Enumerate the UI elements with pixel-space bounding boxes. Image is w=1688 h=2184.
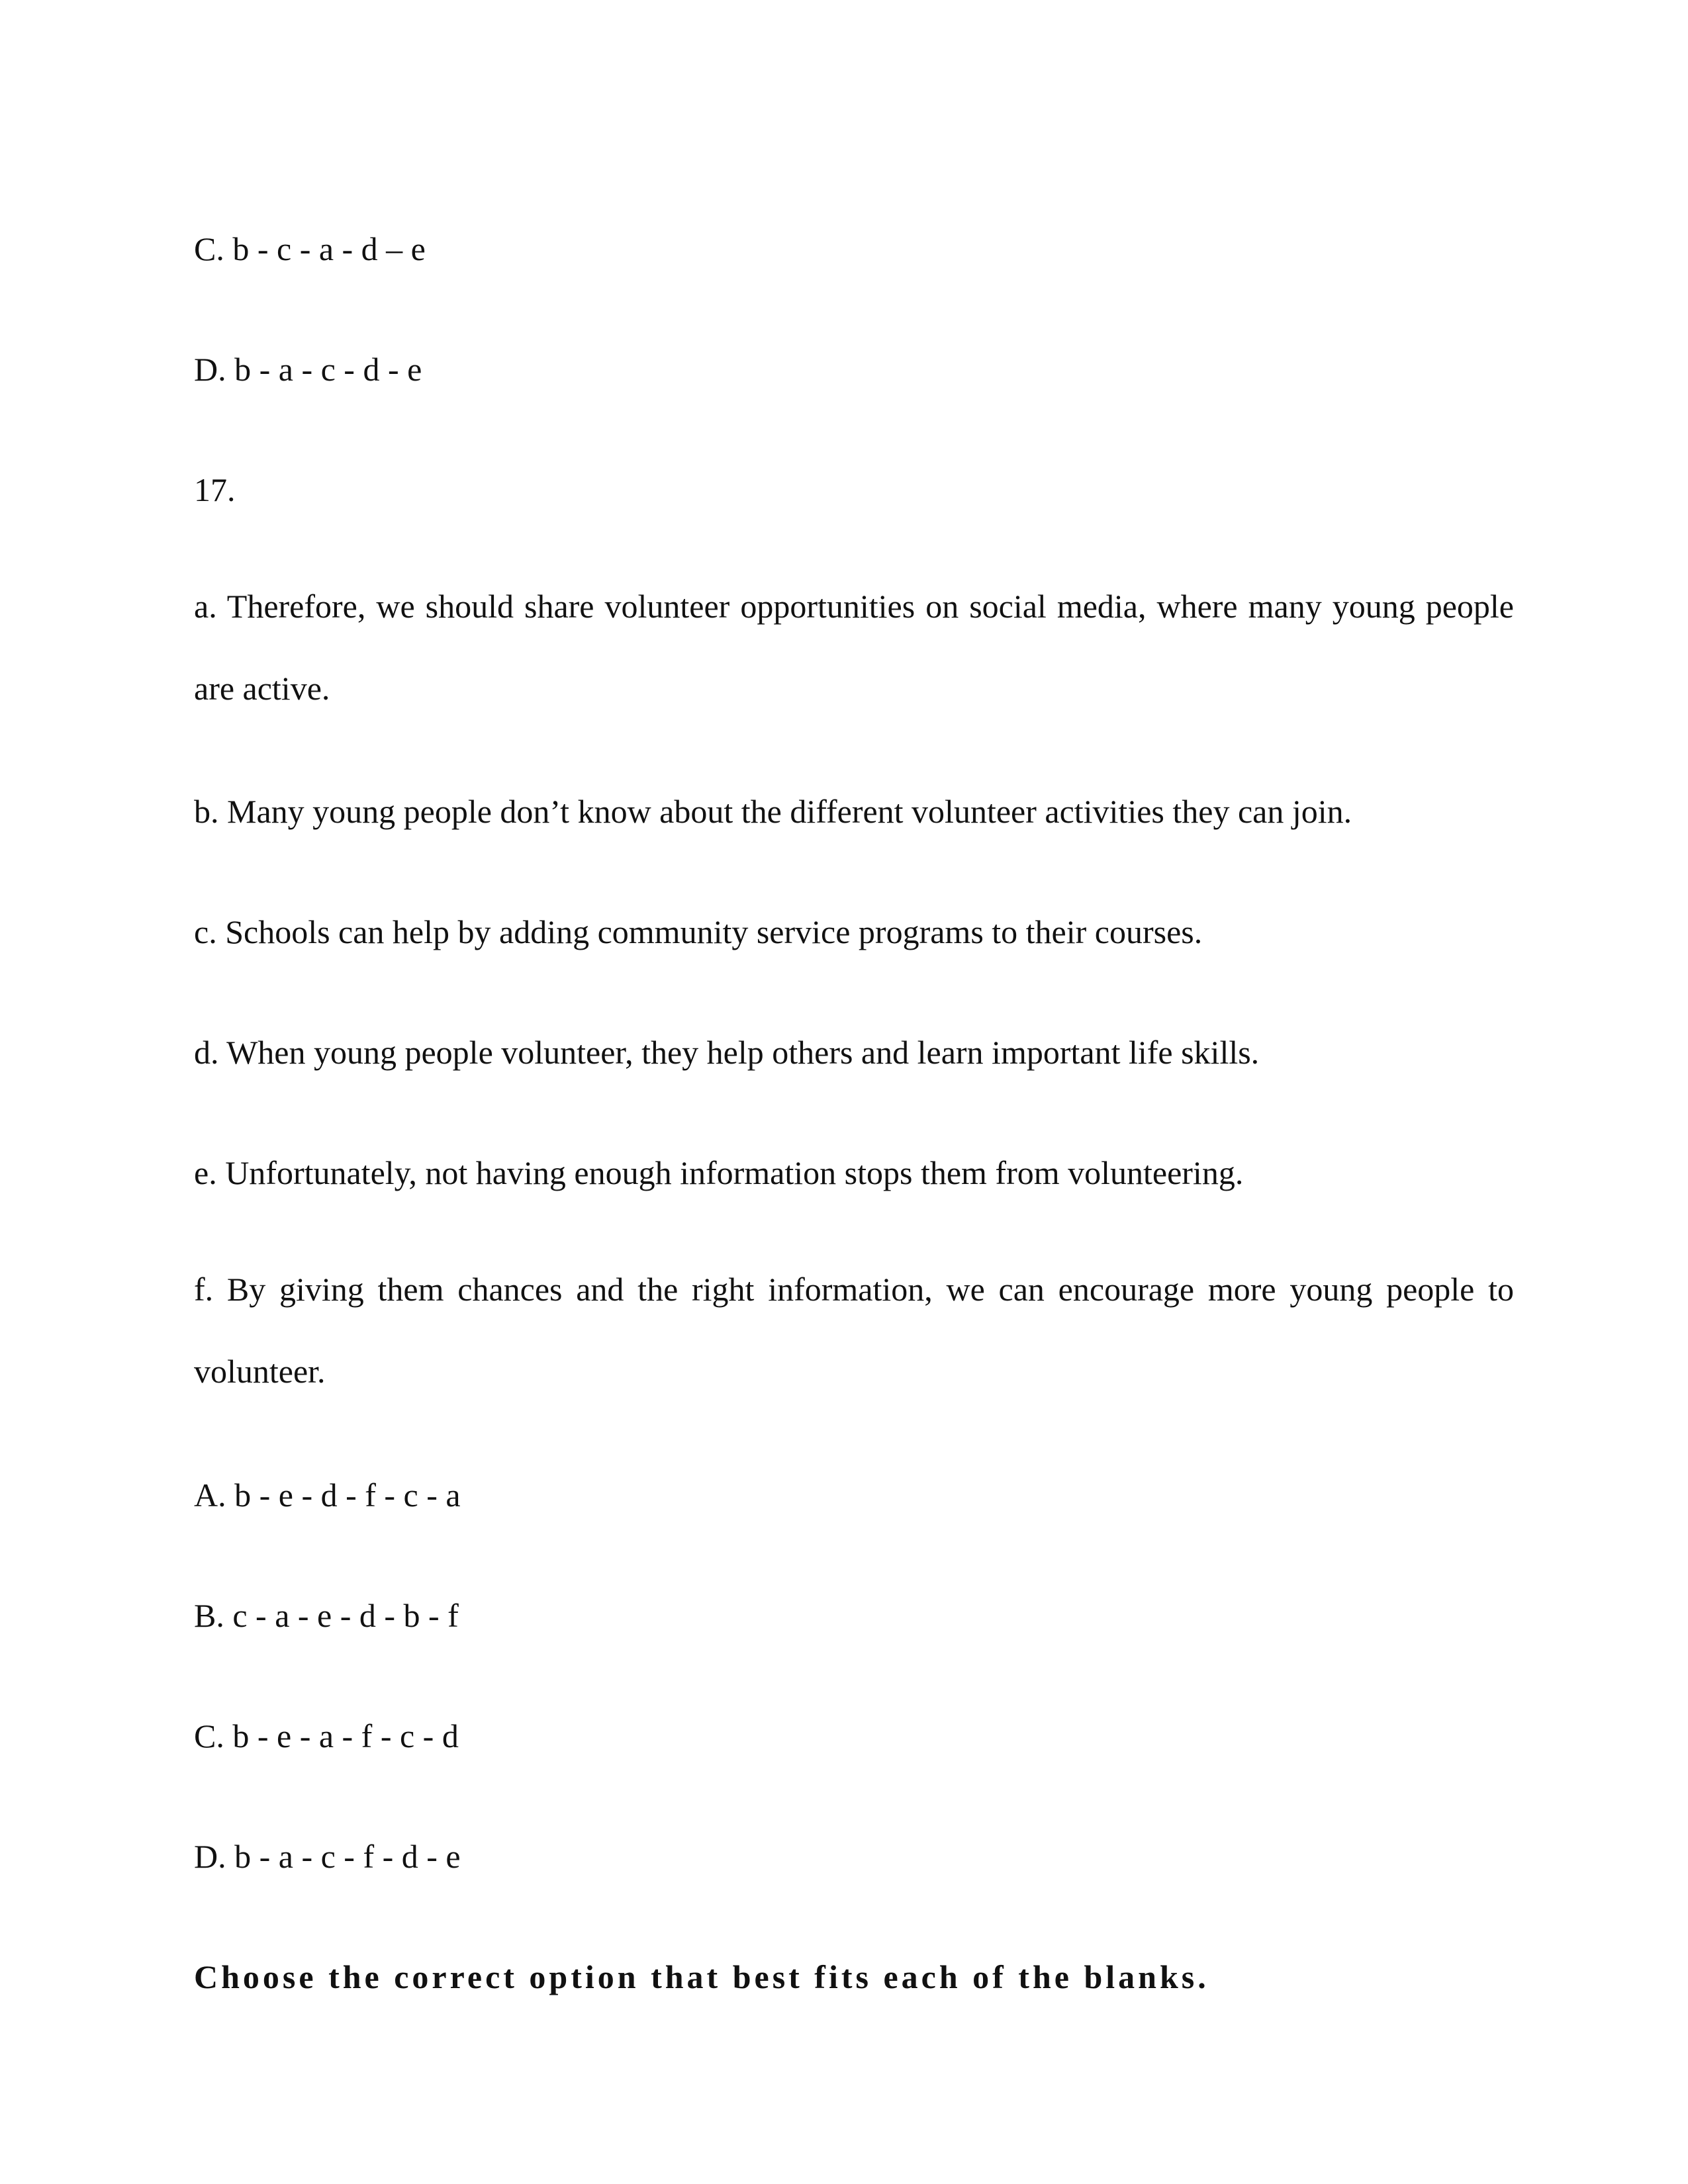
- option-c: C. b - e - a - f - c - d: [194, 1717, 459, 1754]
- option-d: D. b - a - c - f - d - e: [194, 1838, 461, 1875]
- sentence-c: c. Schools can help by adding community service programs to their courses.: [194, 913, 1203, 950]
- sentence-b: b. Many young people don’t know about the different volunteer activities they can join.: [194, 793, 1352, 830]
- prev-option-c: C. b - c - a - d – e: [194, 230, 426, 267]
- sentence-d: d. When young people volunteer, they help others and learn important life skills.: [194, 1034, 1260, 1071]
- prev-option-d: D. b - a - c - d - e: [194, 351, 422, 388]
- sentence-e: e. Unfortunately, not having enough information stops them from volunteering.: [194, 1154, 1244, 1191]
- option-a: A. b - e - d - f - c - a: [194, 1477, 461, 1514]
- question-number: 17.: [194, 471, 236, 508]
- sentence-f: f. By giving them chances and the right information, we can encourage more young people to volunteer.: [194, 1271, 1514, 1390]
- sentence-a: a. Therefore, we should share volunteer opportunities on social media, where many young people are active.: [194, 588, 1514, 707]
- section-heading: Choose the correct option that best fits each of the blanks.: [194, 1958, 1209, 1995]
- option-b: B. c - a - e - d - b - f: [194, 1597, 459, 1634]
